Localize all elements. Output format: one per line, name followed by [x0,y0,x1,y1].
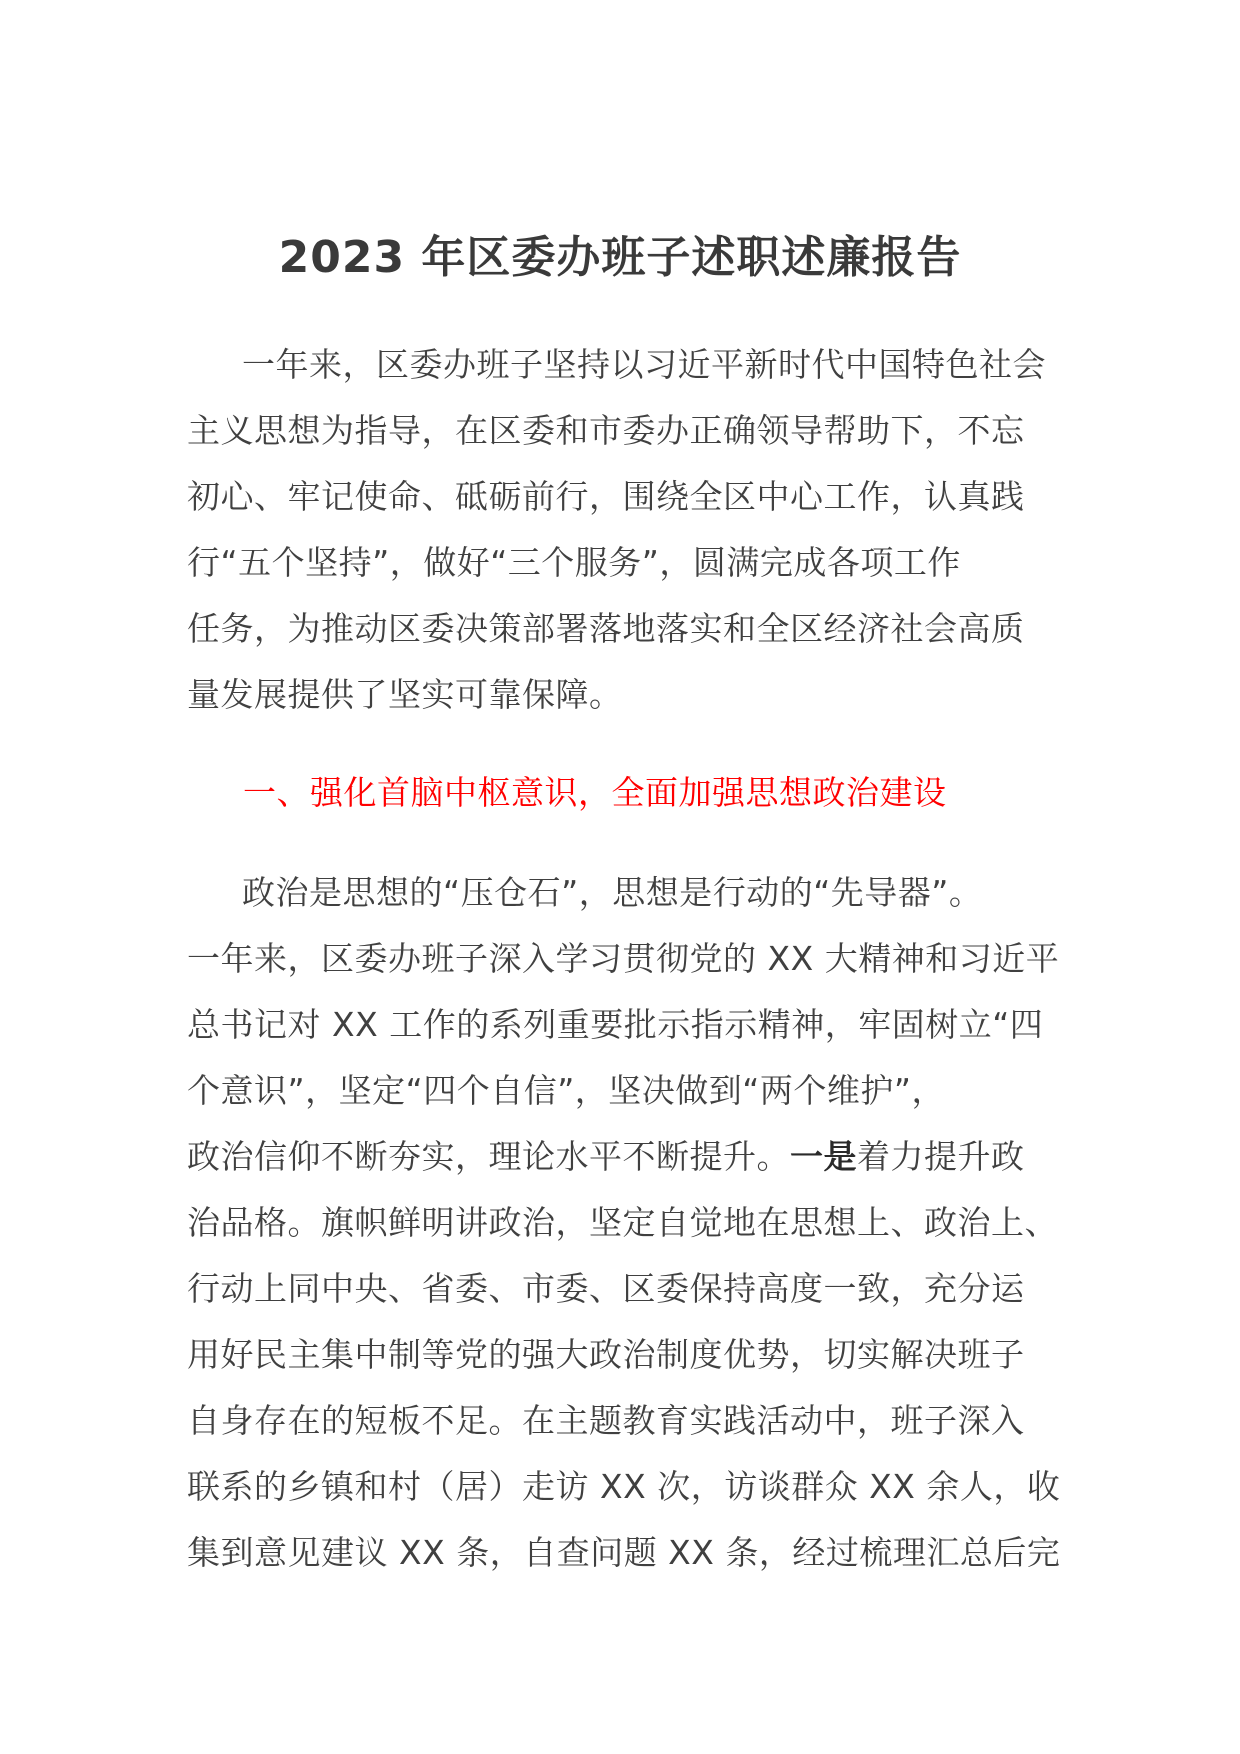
paragraph-line: 一年来，区委办班子深入学习贯彻党的 XX 大精神和习近平 [187,939,1060,978]
paragraph-line: 联系的乡镇和村（居）走访 XX 次，访谈群众 XX 余人，收 [187,1467,1061,1506]
paragraph-line: 行动上同中央、省委、市委、区委保持高度一致，充分运 [187,1269,1025,1308]
paragraph-line: 政治是思想的“压仓石”，思想是行动的“先导器”。 [242,873,983,912]
intro-paragraph [187,332,1067,728]
section-heading: 一、强化首脑中枢意识，全面加强思想政治建设 [243,773,947,812]
line-text: 着力提升政 [857,1137,1025,1176]
section-paragraph [187,860,1067,1586]
paragraph-line: 自身存在的短板不足。在主题教育实践活动中，班子深入 [187,1401,1025,1440]
paragraph-line: 任务，为推动区委决策部署落地落实和全区经济社会高质 [187,609,1025,648]
paragraph-line: 一年来，区委办班子坚持以习近平新时代中国特色社会 [242,345,1046,384]
paragraph-line: 用好民主集中制等党的强大政治制度优势，切实解决班子 [187,1335,1025,1374]
paragraph-line: 个意识”，坚定“四个自信”，坚决做到“两个维护”， [187,1071,945,1110]
paragraph-line: 行“五个坚持”，做好“三个服务”，圆满完成各项工作 [187,543,961,582]
paragraph-line: 治品格。旗帜鲜明讲政治，坚定自觉地在思想上、政治上、 [187,1203,1058,1242]
line-text: 政治信仰不断夯实，理论水平不断提升。 [187,1137,790,1176]
emphasis-text: 一是 [790,1137,857,1176]
paragraph-line: 量发展提供了坚实可靠保障。 [187,675,623,714]
paragraph-line: 主义思想为指导，在区委和市委办正确领导帮助下，不忘 [187,411,1025,450]
page-title: 2023 年区委办班子述职述廉报告 [278,232,962,283]
paragraph-line: 集到意见建议 XX 条，自查问题 XX 条，经过梳理汇总后完 [187,1533,1061,1572]
paragraph-line: 初心、牢记使命、砥砺前行，围绕全区中心工作，认真践 [187,477,1025,516]
paragraph-line [187,1124,1067,1190]
paragraph-line: 总书记对 XX 工作的系列重要批示指示精神，牢固树立“四 [187,1005,1044,1044]
